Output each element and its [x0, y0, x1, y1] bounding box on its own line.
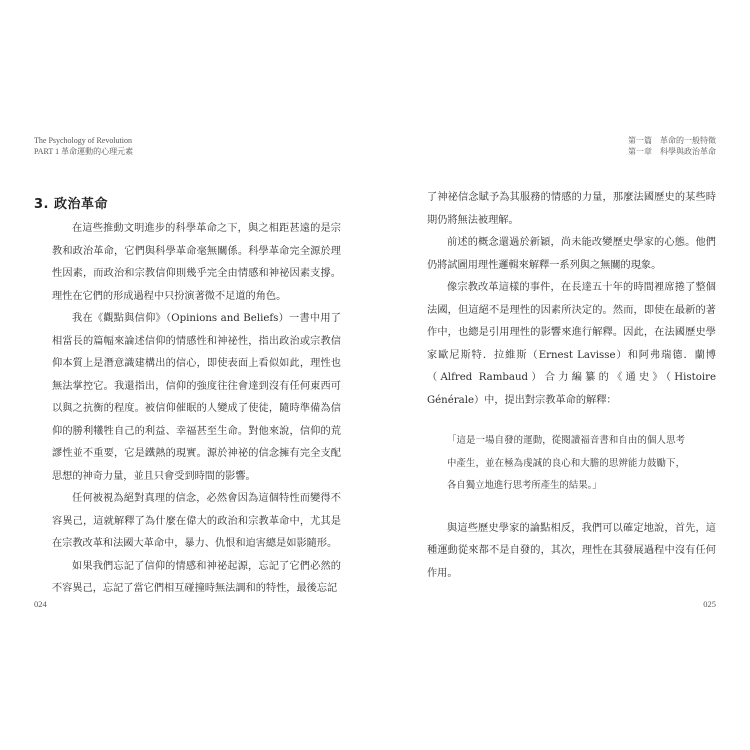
paragraph: 前述的概念還過於新穎，尚未能改變歷史學家的心態。他們仍將試圖用理性邏輯來解釋一系列與之無關的現象。: [427, 237, 716, 271]
right-page: [375, 0, 750, 750]
book-title: The Psychology of Revolution: [34, 136, 132, 145]
part-title: PART 1 革命運動的心理元素: [34, 147, 134, 156]
paragraph: 我在《觀點與信仰》（Opinions and Beliefs）一書中用了相當長的篇幅來論述信仰的情感性和神祕性，指出政治或宗教信仰本質上是潛意識建構出的信心，即使表面上看似如此，理性也無法掌控它。我還指出，信仰的強度往往會達到沒有任何東西可以與之抗衡的程度。被信仰催眠的人變成了使徒，隨時準備為信仰的勝利犧牲自己的利益、幸福甚至生命。對他來說，信仰的荒謬性並不重要，它是鐵熱的現實。源於神祕的信念擁有完全支配思想的神奇力量，並且只會受到時間的影響。: [52, 313, 341, 482]
paragraph: 任何被視為絕對真理的信念，必然會因為這個特性而變得不容異己，這就解釋了為什麼在偉大的政治和宗教革命中，尤其是在宗教改革和法國大革命中，暴力、仇恨和迫害總是如影隨形。: [52, 493, 341, 549]
chapter-heading: 第一章 科學與政治革命: [628, 147, 716, 156]
left-body-text: [52, 218, 341, 601]
chapter-title: 3. 政治革命: [34, 197, 109, 212]
page-number-right: 025: [703, 599, 716, 609]
page-number-left: 024: [34, 599, 47, 609]
right-body-text: [427, 187, 716, 585]
block-quote: 「這是一場自發的運動，從閱讀福音書和自由的個人思考中產生，並在極為虔誠的良心和大膽的思辨能力鼓勵下，各自獨立地進行思考所產生的結果。」: [447, 435, 685, 491]
part-heading: 第一篇 革命的一般特徵: [628, 136, 716, 145]
paragraph: 了神祕信念賦予為其服務的情感的力量，那麼法國歷史的某些時期仍將無法被理解。: [427, 192, 716, 226]
paragraph: 與這些歷史學家的論點相反，我們可以確定地說，首先，這種運動從來都不是自發的，其次，理性在其發展過程中沒有任何作用。: [427, 522, 716, 579]
running-head-left: [34, 135, 133, 157]
paragraph: 如果我們忘記了信仰的情感和神祕起源，忘記了它們必然的不容異己，忘記了當它們相互碰撞時無法調和的特性，最後忘記: [52, 560, 341, 594]
paragraph: 像宗教改革這樣的事件，在長達五十年的時間裡席捲了整個法國，但這絕不是理性的因素所決定的。然而，即使在最新的著作中，也總是引用理性的影響來進行解釋。因此，在法國歷史學家歐尼斯特．拉維斯（Ernest Lavisse）和阿弗瑞德．蘭博（Alfred Rambaud）合力編纂的《通史》（Histoire Générale）中，提出對宗教革命的解釋：: [427, 282, 716, 406]
paragraph: 在這些推動文明進步的科學革命之下，與之相距甚遠的是宗教和政治革命，它們與科學革命毫無關係。科學革命完全源於理性因素，而政治和宗教信仰則幾乎完全由情感和神祕因素支撐。理性在它們的形成過程中只扮演著微不足道的角色。: [52, 223, 341, 302]
running-head-right: [628, 135, 716, 157]
